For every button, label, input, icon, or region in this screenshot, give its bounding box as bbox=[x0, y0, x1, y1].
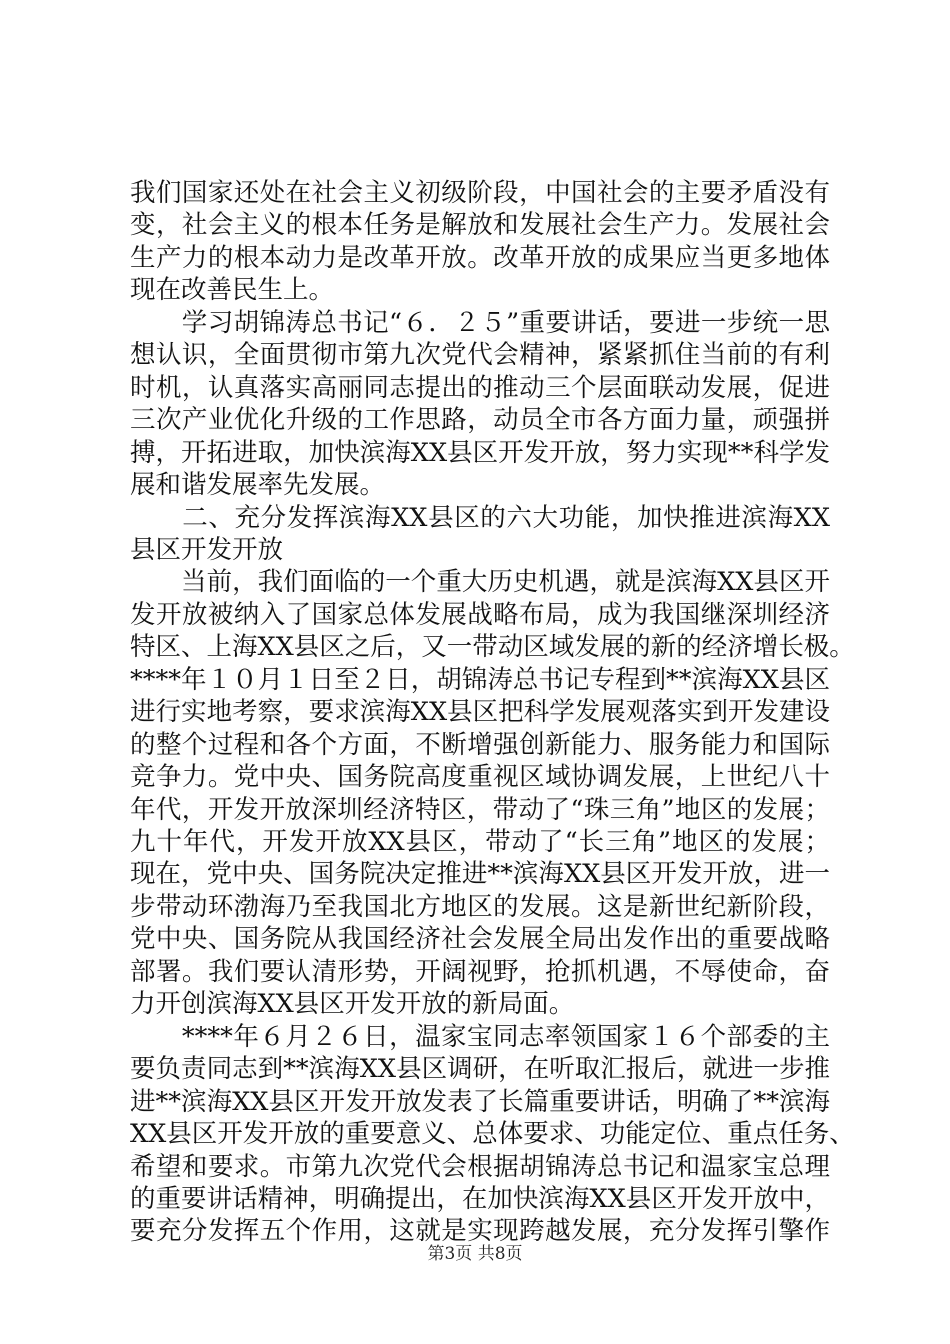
text-line: 年代，开发开放深圳经济特区，带动了“珠三角”地区的发展； bbox=[130, 794, 830, 825]
text-line: 我们国家还处在社会主义初级阶段，中国社会的主要矛盾没有 bbox=[130, 178, 830, 208]
text-line: 九十年代，开发开放XX县区，带动了“长三角”地区的发展； bbox=[130, 827, 830, 857]
text-line: XX县区开发开放的重要意义、总体要求、功能定位、重点任务、 bbox=[130, 1119, 855, 1150]
text-line: 的重要讲话精神，明确提出，在加快滨海XX县区开发开放中， bbox=[130, 1183, 830, 1214]
text-line: 变，社会主义的根本任务是解放和发展社会生产力。发展社会 bbox=[130, 210, 830, 241]
text-line: 时机，认真落实高丽同志提出的推动三个层面联动发展，促进 bbox=[130, 372, 830, 403]
text-line: 现在改善民生上。 bbox=[130, 275, 335, 306]
text-line: 想认识，全面贯彻市第九次党代会精神，紧紧抓住当前的有利 bbox=[130, 340, 830, 371]
page-footer: 第3页 共8页 bbox=[427, 1244, 523, 1264]
text-line: 党中央、国务院从我国经济社会发展全局出发作出的重要战略 bbox=[130, 924, 830, 955]
text-line: 学习胡锦涛总书记“６．２５”重要讲话，要进一步统一思 bbox=[130, 307, 830, 338]
text-line: 希望和要求。市第九次党代会根据胡锦涛总书记和温家宝总理 bbox=[130, 1151, 830, 1182]
text-line: ****年１０月１日至２日，胡锦涛总书记专程到**滨海XX县区 bbox=[130, 664, 830, 695]
text-line: 的整个过程和各个方面，不断增强创新能力、服务能力和国际 bbox=[130, 729, 830, 760]
text-line: 搏，开拓进取，加快滨海XX县区开发开放，努力实现**科学发 bbox=[130, 437, 830, 468]
text-line: 三次产业优化升级的工作思路，动员全市各方面力量，顽强拼 bbox=[130, 405, 830, 436]
text-line: 生产力的根本动力是改革开放。改革开放的成果应当更多地体 bbox=[130, 242, 830, 273]
text-line: 特区、上海XX县区之后，又一带动区域发展的新的经济增长极。 bbox=[130, 632, 855, 663]
text-line: 展和谐发展率先发展。 bbox=[130, 470, 386, 501]
text-line: 要负责同志到**滨海XX县区调研，在听取汇报后，就进一步推 bbox=[130, 1054, 830, 1085]
text-line: 县区开发开放 bbox=[130, 534, 284, 565]
text-line: 进行实地考察，要求滨海XX县区把科学发展观落实到开发建设 bbox=[130, 697, 830, 728]
text-line: 现在，党中央、国务院决定推进**滨海XX县区开发开放，进一 bbox=[130, 859, 830, 890]
text-line: 要充分发挥五个作用，这就是实现跨越发展，充分发挥引擎作 bbox=[130, 1216, 830, 1247]
text-line: 二、充分发挥滨海XX县区的六大功能，加快推进滨海XX bbox=[130, 502, 830, 533]
text-line: 步带动环渤海乃至我国北方地区的发展。这是新世纪新阶段， bbox=[130, 891, 830, 922]
text-line: 当前，我们面临的一个重大历史机遇，就是滨海XX县区开 bbox=[130, 567, 830, 598]
text-line: 力开创滨海XX县区开发开放的新局面。 bbox=[130, 989, 575, 1020]
text-line: 竞争力。党中央、国务院高度重视区域协调发展，上世纪八十 bbox=[130, 762, 830, 793]
text-line: 进**滨海XX县区开发开放发表了长篇重要讲话，明确了**滨海 bbox=[130, 1086, 830, 1117]
text-line: 发开放被纳入了国家总体发展战略布局，成为我国继深圳经济 bbox=[130, 599, 830, 630]
text-line: 部署。我们要认清形势，开阔视野，抢抓机遇，不辱使命，奋 bbox=[130, 956, 830, 987]
text-line: ****年６月２６日，温家宝同志率领国家１６个部委的主 bbox=[130, 1021, 830, 1052]
